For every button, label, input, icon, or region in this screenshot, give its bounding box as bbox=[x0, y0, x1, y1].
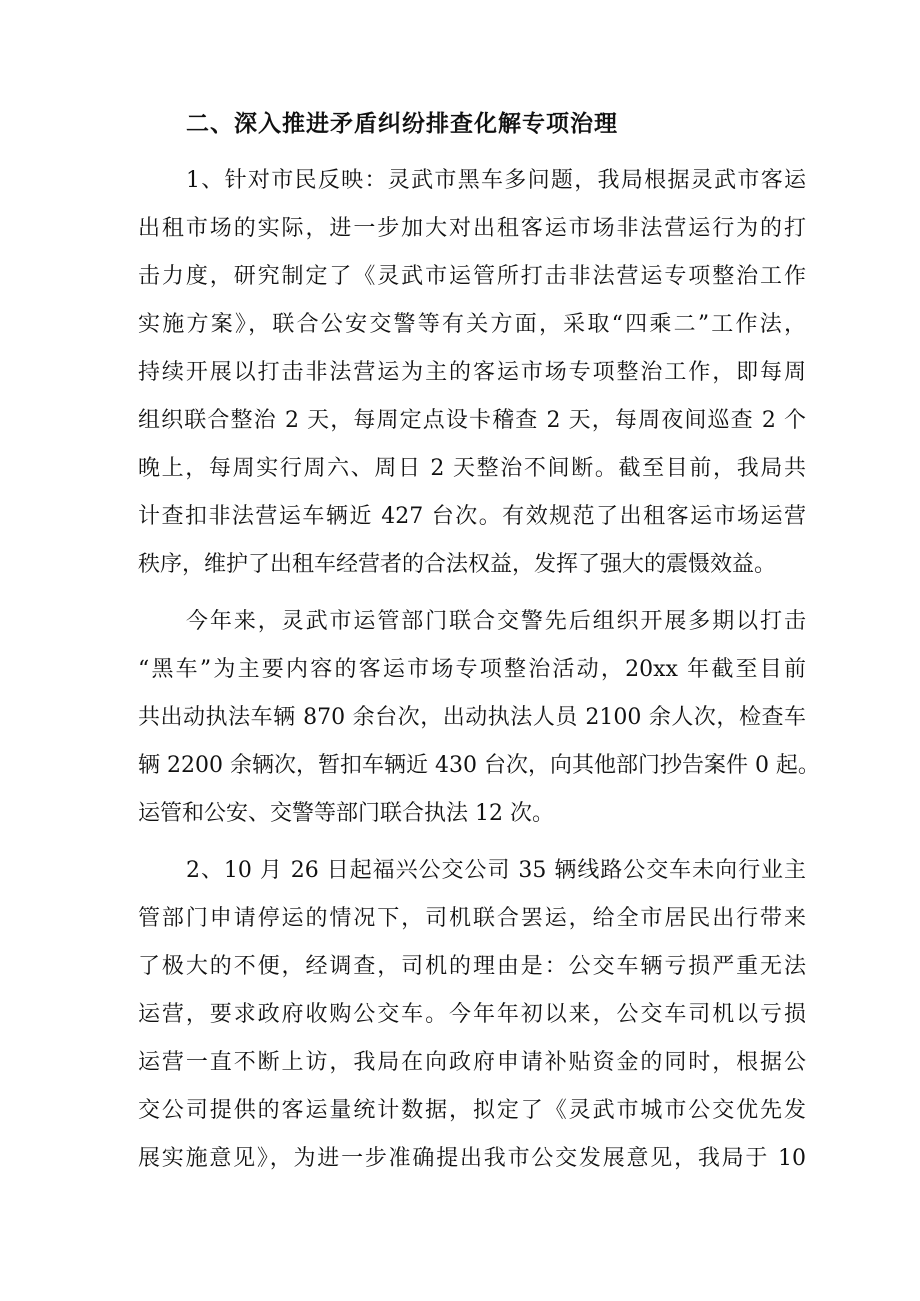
paragraph-1-line-7: 晚上，每周实行周六、周日 2 天整治不间断。截至目前，我局共 bbox=[138, 456, 806, 481]
paragraph-1-line-5: 持续开展以打击非法营运为主的客运市场专项整治工作，即每周 bbox=[138, 360, 806, 385]
paragraph-1-line-3: 击力度，研究制定了《灵武市运管所打击非法营运专项整治工作 bbox=[138, 264, 806, 289]
paragraph-3-line-3: 了极大的不便，经调查，司机的理由是：公交车辆亏损严重无法 bbox=[138, 954, 806, 979]
section-heading: 二、深入推进矛盾纠纷排查化解专项治理 bbox=[186, 111, 618, 137]
paragraph-2-line-5: 运管和公安、交警等部门联合执法 12 次。 bbox=[138, 801, 554, 826]
paragraph-3-line-7: 展实施意见》，为进一步准确提出我市公交发展意见，我局于 10 bbox=[138, 1146, 806, 1171]
paragraph-2-line-3: 共出动执法车辆 870 余台次，出动执法人员 2100 余人次，检查车 bbox=[138, 705, 806, 730]
paragraph-3-line-5: 运营一直不断上访，我局在向政府申请补贴资金的同时，根据公 bbox=[138, 1050, 806, 1075]
paragraph-2-line-2: “黑车”为主要内容的客运市场专项整治活动，20xx 年截至目前 bbox=[138, 657, 806, 682]
paragraph-1-line-9: 秩序，维护了出租车经营者的合法权益，发挥了强大的震慑效益。 bbox=[138, 552, 777, 577]
paragraph-1-line-4: 实施方案》，联合公安交警等有关方面，采取“四乘二”工作法， bbox=[138, 312, 806, 337]
paragraph-1-line-2: 出租市场的实际，进一步加大对出租客运市场非法营运行为的打 bbox=[138, 216, 806, 241]
paragraph-3-line-1: 2、10 月 26 日起福兴公交公司 35 辆线路公交车未向行业主 bbox=[186, 858, 806, 883]
paragraph-1-line-8: 计查扣非法营运车辆近 427 台次。有效规范了出租客运市场运营 bbox=[138, 504, 806, 529]
paragraph-1-line-1: 1、针对市民反映：灵武市黑车多问题，我局根据灵武市客运 bbox=[186, 168, 806, 193]
paragraph-2-line-1: 今年来，灵武市运管部门联合交警先后组织开展多期以打击 bbox=[186, 609, 806, 634]
paragraph-3-line-4: 运营，要求政府收购公交车。今年年初以来，公交车司机以亏损 bbox=[138, 1002, 806, 1027]
paragraph-3-line-2: 管部门申请停运的情况下，司机联合罢运，给全市居民出行带来 bbox=[138, 906, 806, 931]
paragraph-2-line-4: 辆 2200 余辆次，暂扣车辆近 430 台次，向其他部门抄告案件 0 起。 bbox=[138, 753, 820, 778]
paragraph-3-line-6: 交公司提供的客运量统计数据，拟定了《灵武市城市公交优先发 bbox=[138, 1098, 806, 1123]
paragraph-1-line-6: 组织联合整治 2 天，每周定点设卡稽查 2 天，每周夜间巡查 2 个 bbox=[138, 408, 806, 433]
